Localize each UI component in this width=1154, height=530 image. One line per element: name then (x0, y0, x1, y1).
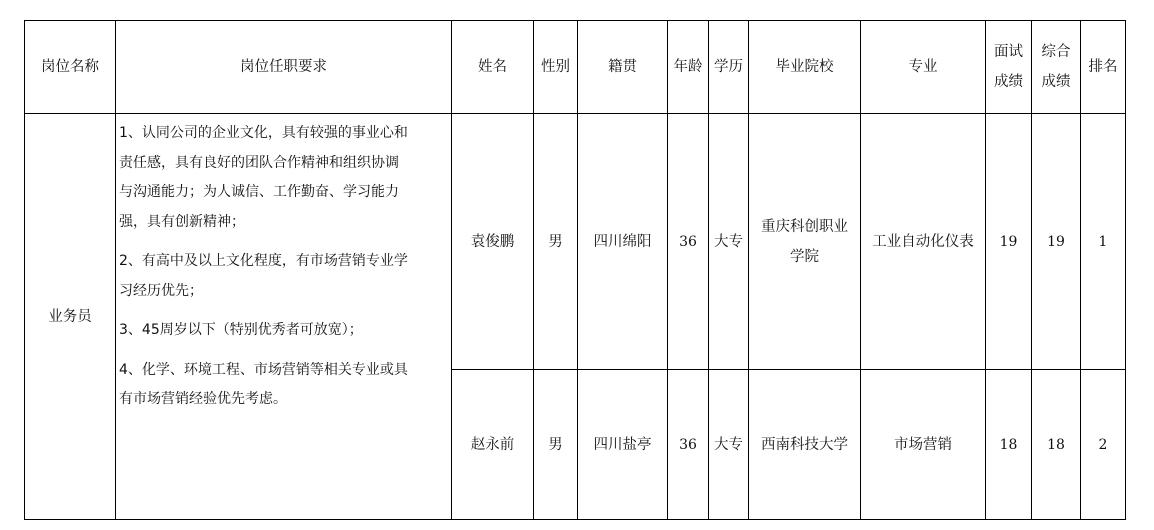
header-position: 岗位名称 (25, 21, 116, 114)
header-requirements: 岗位任职要求 (116, 21, 452, 114)
header-interview-line1: 面试 (994, 44, 1023, 60)
candidate-gender: 男 (534, 370, 578, 520)
candidate-gender: 男 (534, 114, 578, 370)
requirement-line: 与沟通能力；为人诚信、工作勤奋、学习能力 (119, 184, 399, 200)
candidate-education: 大专 (709, 114, 749, 370)
candidate-school (749, 114, 861, 370)
school-line1: 西南科技大学 (761, 436, 848, 453)
header-rank: 排名 (1081, 21, 1126, 114)
header-total-line1: 综合 (1041, 44, 1071, 60)
requirement-line: 习经历优先； (119, 282, 203, 299)
candidate-major: 市场营销 (861, 370, 986, 520)
header-major: 专业 (861, 21, 986, 114)
header-total-line2: 成绩 (1041, 74, 1071, 90)
header-interview-line2: 成绩 (994, 74, 1023, 90)
requirement-line: 强，具有创新精神； (119, 213, 245, 230)
requirement-line: 2、有高中及以上文化程度，有市场营销专业学 (119, 253, 408, 269)
candidate-age: 36 (668, 114, 709, 370)
table-row (25, 114, 1126, 370)
header-total-score (1032, 21, 1081, 114)
requirements-cell (116, 114, 452, 520)
requirement-line: 有市场营销经验优先考虑。 (119, 391, 287, 407)
header-interview-score (986, 21, 1032, 114)
candidate-table (24, 20, 1126, 520)
candidate-name: 赵永前 (452, 370, 534, 520)
candidate-major: 工业自动化仪表 (861, 114, 986, 370)
candidate-name: 袁俊鹏 (452, 114, 534, 370)
candidate-education: 大专 (709, 370, 749, 520)
requirement-line: 责任感，具有良好的团队合作精神和组织协调 (119, 154, 399, 171)
header-gender: 性别 (534, 21, 578, 114)
candidate-total-score: 19 (1032, 114, 1081, 370)
header-name: 姓名 (452, 21, 534, 114)
candidate-hometown: 四川绵阳 (578, 114, 668, 370)
candidate-total-score: 18 (1032, 370, 1081, 520)
candidate-rank: 1 (1081, 114, 1126, 370)
requirement-line: 4、化学、环境工程、市场营销等相关专业或具 (119, 361, 408, 378)
candidate-interview-score: 19 (986, 114, 1032, 370)
requirement-line: 1、认同公司的企业文化，具有较强的事业心和 (119, 125, 408, 141)
position-cell: 业务员 (25, 114, 116, 520)
candidate-rank: 2 (1081, 370, 1126, 520)
candidate-school (749, 370, 861, 520)
school-line1: 重庆科创职业 (761, 218, 848, 235)
header-row (25, 21, 1126, 114)
candidate-interview-score: 18 (986, 370, 1032, 520)
header-age: 年龄 (668, 21, 709, 114)
candidate-age: 36 (668, 370, 709, 520)
requirement-line: 3、45周岁以下（特别优秀者可放宽）； (119, 322, 363, 338)
header-hometown: 籍贯 (578, 21, 668, 114)
school-line2: 学院 (790, 248, 819, 265)
header-school: 毕业院校 (749, 21, 861, 114)
header-education: 学历 (709, 21, 749, 114)
candidate-hometown: 四川盐亭 (578, 370, 668, 520)
